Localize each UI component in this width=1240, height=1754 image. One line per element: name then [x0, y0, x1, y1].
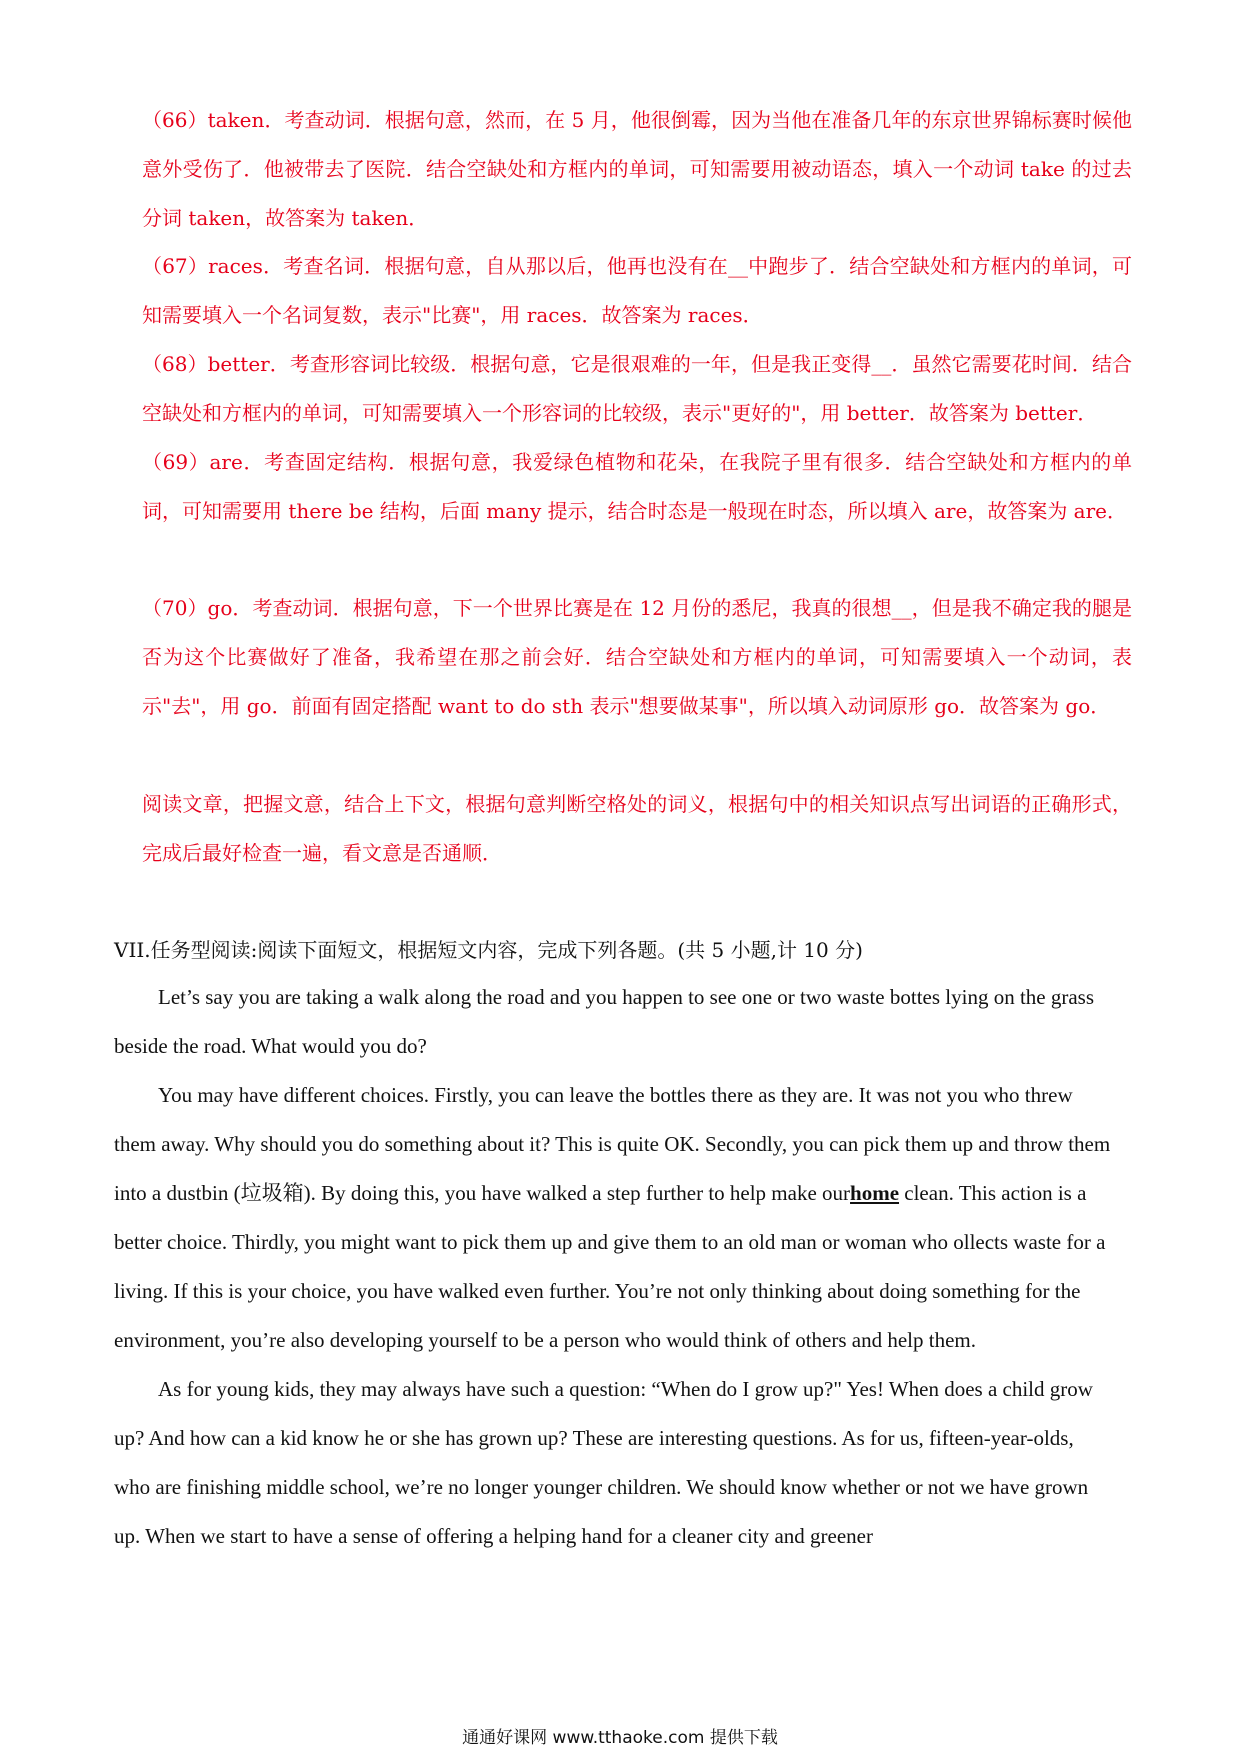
answer-summary — [142, 780, 1132, 878]
answer-block-68 — [142, 340, 1132, 438]
answer-69-text: （69）are．考查固定结构．根据句意，我爱绿色植物和花朵，在我院子里有很多．结合空缺处和方框内的单词，可知需要用 there be 结构，后面 many 提示，结合时态是一般现在时态，所以填入 are，故答案为 are． — [142, 450, 1132, 523]
answer-block-66 — [142, 96, 1132, 243]
answer-66-text: （66）taken．考查动词．根据句意，然而，在 5 月，他很倒霉，因为当他在准备几年的东京世界锦标赛时候他意外受伤了．他被带去了医院．结合空缺处和方框内的单词，可知需要用被动语态，填入一个动词 take 的过去分词 taken，故答案为 taken． — [142, 108, 1132, 230]
answer-summary-text: 阅读文章，把握文意，结合上下文，根据句意判断空格处的词义，根据句中的相关知识点写出词语的正确形式，完成后最好检查一遍，看文意是否通顺． — [142, 792, 1132, 865]
page-footer: 通通好课网 www.tthaoke.com 提供下载 — [462, 1728, 778, 1748]
answer-70-text: （70）go．考查动词．根据句意，下一个世界比赛是在 12 月份的悉尼，我真的很想__，但是我不确定我的腿是否为这个比赛做好了准备，我希望在那之前会好．结合空缺处和方框内的单词，可知需要填入一个动词，表示"去"，用 go．前面有固定搭配 want to do sth 表示"想要做某事"，所以填入动词原形 go．故答案为 go． — [142, 596, 1132, 718]
passage-p2-end: clean. This action is a better choice. Thirdly, you might want to pick them up and give them to an old man or woman who ollects waste for a living. If this is your choice, you have walked even further. You’re not only thinking about doing something for the environment, you’re also developing yourself to be a person who would think of others and help them. — [114, 1181, 1106, 1352]
passage-paragraph-3: As for young kids, they may always have such a question: “When do I grow up?" Yes! When does a child grow up? And how can a kid know he or she has grown up? These are interesting questions. As for us, fifteen-year-olds, who are finishing middle school, we’re no longer younger children. We should know whether or not we have grown up. When we start to have a sense of offering a helping hand for a cleaner city and greener — [114, 1377, 1093, 1548]
answer-block-67 — [142, 242, 1132, 340]
underlined-word-home: home — [850, 1181, 900, 1205]
passage-p2-start: You may have different choices. Firstly, you can leave the bottles there as they are. It was not you who threw them away. Why should you do something about it? This is quite OK. Secondly, you can pick them up and throw them into a dustbin (垃圾箱). By doing this, you have walked a step further to help make our — [114, 1083, 1111, 1205]
answer-67-text: （67）races．考查名词．根据句意，自从那以后，他再也没有在__中跑步了．结合空缺处和方框内的单词，可知需要填入一个名词复数，表示"比赛"，用 races．故答案为 races． — [142, 254, 1132, 327]
passage-paragraph-2 — [114, 1071, 1114, 1365]
answer-block-69 — [142, 438, 1132, 536]
answer-block-70 — [142, 584, 1132, 731]
passage-paragraph-1: Let’s say you are taking a walk along the road and you happen to see one or two waste bottes lying on the grass beside the road. What would you do? — [114, 985, 1095, 1058]
passage — [114, 973, 1114, 1561]
section-title: VII.任务型阅读:阅读下面短文，根据短文内容，完成下列各题。(共 5 小题,计 10 分) — [114, 938, 863, 962]
answer-68-text: （68）better．考查形容词比较级．根据句意，它是很艰难的一年，但是我正变得__．虽然它需要花时间．结合空缺处和方框内的单词，可知需要填入一个形容词的比较级，表示"更好的"，用 better．故答案为 better． — [142, 352, 1132, 425]
